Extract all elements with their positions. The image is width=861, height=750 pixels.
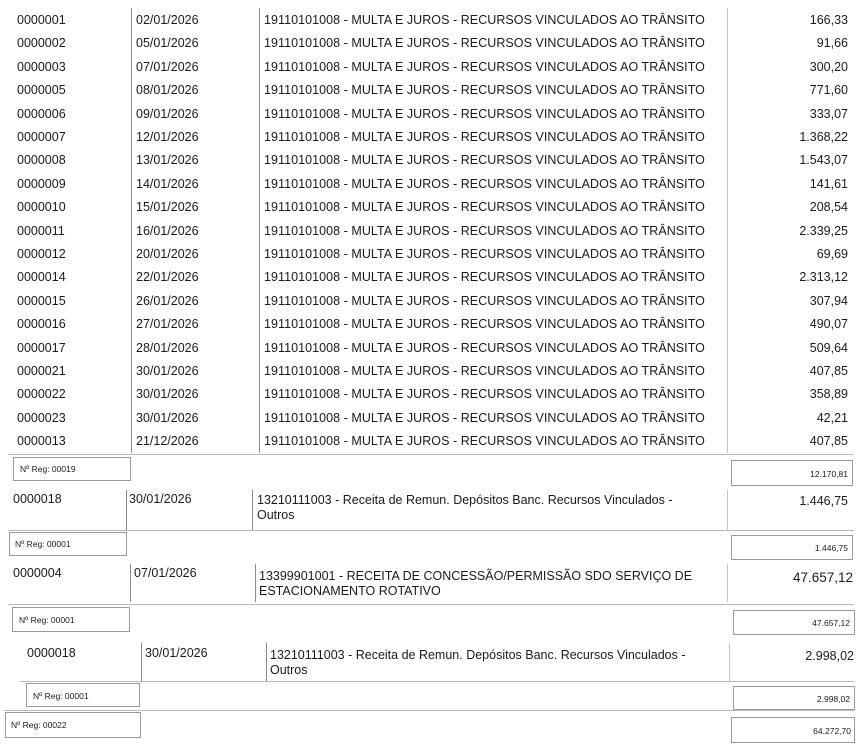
- reg-count-box: [12, 607, 130, 632]
- entry-description: 19110101008 - MULTA E JUROS - RECURSOS VINCULADOS AO TRÂNSITO: [264, 247, 705, 261]
- entry-value: 307,94: [809, 293, 848, 308]
- entry-row: [0, 645, 861, 681]
- entry-date: 05/01/2026: [136, 36, 199, 51]
- table-row: [0, 173, 861, 196]
- entry-row: [0, 490, 861, 530]
- row-divider: [4, 710, 854, 711]
- entry-value: 358,89: [809, 387, 848, 402]
- column-divider: [126, 490, 127, 530]
- table-row: [0, 383, 861, 406]
- table-row: [0, 149, 861, 172]
- entry-number: 0000016: [17, 317, 66, 332]
- table-row: [0, 126, 861, 149]
- entry-value: 47.657,12: [792, 570, 853, 585]
- entry-number: 0000013: [17, 434, 66, 449]
- subtotal-box: [731, 460, 853, 486]
- entry-number: 0000022: [17, 387, 66, 402]
- entry-date: 08/01/2026: [136, 83, 199, 98]
- row-divider: [8, 454, 854, 455]
- entry-description: 13399901001 - RECEITA DE CONCESSÃO/PERMISSÃO SDO SERVIÇO DE ESTACIONAMENTO ROTATIVO: [259, 569, 693, 598]
- column-divider: [727, 490, 728, 530]
- column-divider: [255, 564, 256, 602]
- entry-date: 14/01/2026: [136, 176, 199, 191]
- table-row: [0, 79, 861, 102]
- entry-value: 166,33: [809, 13, 848, 27]
- row-divider: [8, 530, 854, 531]
- entry-date: 26/01/2026: [136, 293, 199, 308]
- entry-date: 30/01/2026: [136, 410, 199, 425]
- entry-value: 1.368,22: [799, 130, 848, 144]
- entry-number: 0000007: [17, 130, 66, 144]
- table-row: [0, 313, 861, 336]
- entry-date: 07/01/2026: [136, 59, 199, 74]
- entry-value: 333,07: [809, 106, 848, 121]
- entry-number: 0000006: [17, 106, 66, 121]
- entry-description: 19110101008 - MULTA E JUROS - RECURSOS VINCULADOS AO TRÂNSITO: [264, 130, 705, 144]
- subtotal-box: [733, 610, 855, 635]
- table-row: [0, 290, 861, 313]
- entry-value: 42,21: [816, 410, 848, 425]
- entry-date: 16/01/2026: [136, 223, 199, 238]
- entry-date: 13/01/2026: [136, 153, 199, 168]
- reg-count-box: [26, 683, 140, 707]
- subtotal-value: 1.446,75: [814, 543, 848, 553]
- entry-description: 19110101008 - MULTA E JUROS - RECURSOS VINCULADOS AO TRÂNSITO: [264, 340, 705, 355]
- entry-description: 19110101008 - MULTA E JUROS - RECURSOS VINCULADOS AO TRÂNSITO: [264, 270, 705, 285]
- entry-number: 0000014: [17, 270, 66, 285]
- entry-description: 13210111003 - Receita de Remun. Depósitos Banc. Recursos Vinculados - Outros: [257, 493, 673, 522]
- entry-date: 28/01/2026: [136, 340, 199, 355]
- entry-number: 0000005: [17, 83, 66, 98]
- table-row: [0, 32, 861, 55]
- table-row: [0, 266, 861, 289]
- reg-count-box: [13, 457, 131, 481]
- entry-date: 09/01/2026: [136, 106, 199, 121]
- entry-description: 19110101008 - MULTA E JUROS - RECURSOS VINCULADOS AO TRÂNSITO: [264, 59, 705, 74]
- subtotal-value: 47.657,12: [812, 618, 850, 628]
- reg-count-label: Nº Reg: 00019: [20, 464, 76, 474]
- entry-description: 19110101008 - MULTA E JUROS - RECURSOS VINCULADOS AO TRÂNSITO: [264, 13, 705, 27]
- table-row: [0, 220, 861, 243]
- subtotal-value: 2.998,02: [816, 694, 850, 704]
- entry-date: 21/12/2026: [136, 434, 199, 449]
- column-divider: [130, 564, 131, 602]
- entry-date: 20/01/2026: [136, 247, 199, 261]
- column-divider: [727, 564, 728, 602]
- entry-value: 490,07: [809, 317, 848, 332]
- table-row: [0, 9, 861, 32]
- entry-number: 0000003: [17, 59, 66, 74]
- entry-value: 2.998,02: [805, 649, 854, 663]
- total-reg-box: [5, 712, 141, 738]
- entry-value: 91,66: [816, 36, 848, 51]
- reg-count-label: Nº Reg: 00001: [19, 615, 75, 625]
- entry-description: 19110101008 - MULTA E JUROS - RECURSOS VINCULADOS AO TRÂNSITO: [264, 434, 705, 449]
- entry-description: 19110101008 - MULTA E JUROS - RECURSOS VINCULADOS AO TRÂNSITO: [264, 106, 705, 121]
- subtotal-box: [731, 535, 853, 560]
- table-row: [0, 360, 861, 383]
- entry-description: 19110101008 - MULTA E JUROS - RECURSOS VINCULADOS AO TRÂNSITO: [264, 200, 705, 215]
- entry-value: 771,60: [809, 83, 848, 98]
- entry-number: 0000009: [17, 176, 66, 191]
- entry-description: 19110101008 - MULTA E JUROS - RECURSOS VINCULADOS AO TRÂNSITO: [264, 387, 705, 402]
- entry-description: 13210111003 - Receita de Remun. Depósitos Banc. Recursos Vinculados - Outros: [270, 648, 686, 677]
- entry-date: 30/01/2026: [136, 387, 199, 402]
- table-row: [0, 407, 861, 430]
- column-divider: [141, 643, 142, 681]
- entry-number: 0000001: [17, 13, 66, 27]
- entry-description: 19110101008 - MULTA E JUROS - RECURSOS VINCULADOS AO TRÂNSITO: [264, 153, 705, 168]
- entry-value: 1.446,75: [799, 494, 848, 508]
- entry-date: 30/01/2026: [129, 492, 192, 506]
- grand-total-box: [731, 717, 855, 743]
- table-row: [0, 103, 861, 126]
- entry-description: 19110101008 - MULTA E JUROS - RECURSOS VINCULADOS AO TRÂNSITO: [264, 83, 705, 98]
- entry-number: 0000002: [17, 36, 66, 51]
- entry-value: 300,20: [809, 59, 848, 74]
- total-reg-label: Nº Reg: 00022: [11, 720, 67, 730]
- entry-description: 19110101008 - MULTA E JUROS - RECURSOS VINCULADOS AO TRÂNSITO: [264, 410, 705, 425]
- entry-number: 0000012: [17, 247, 66, 261]
- entry-number: 0000018: [13, 492, 62, 506]
- entry-value: 1.543,07: [799, 153, 848, 168]
- entry-number: 0000004: [13, 566, 62, 580]
- entry-description: 19110101008 - MULTA E JUROS - RECURSOS VINCULADOS AO TRÂNSITO: [264, 36, 705, 51]
- entry-number: 0000010: [17, 200, 66, 215]
- entry-number: 0000023: [17, 410, 66, 425]
- entry-date: 15/01/2026: [136, 200, 199, 215]
- entry-value: 407,85: [809, 364, 848, 378]
- entry-date: 07/01/2026: [134, 566, 197, 580]
- entry-value: 208,54: [809, 200, 848, 215]
- entry-date: 22/01/2026: [136, 270, 199, 285]
- column-divider: [729, 643, 730, 681]
- entry-description: 19110101008 - MULTA E JUROS - RECURSOS VINCULADOS AO TRÂNSITO: [264, 317, 705, 332]
- entry-value: 69,69: [816, 247, 848, 261]
- row-divider: [20, 681, 854, 682]
- entry-number: 0000015: [17, 293, 66, 308]
- entry-number: 0000011: [17, 223, 65, 238]
- reg-count-box: [9, 532, 127, 556]
- entry-description: 19110101008 - MULTA E JUROS - RECURSOS VINCULADOS AO TRÂNSITO: [264, 364, 705, 378]
- entry-date: 27/01/2026: [136, 317, 199, 332]
- table-row: [0, 56, 861, 79]
- entry-value: 2.313,12: [799, 270, 848, 285]
- entry-number: 0000021: [17, 364, 66, 378]
- entry-number: 0000018: [27, 646, 76, 660]
- entry-description: 19110101008 - MULTA E JUROS - RECURSOS VINCULADOS AO TRÂNSITO: [264, 176, 705, 191]
- table-row: [0, 243, 861, 266]
- entry-number: 0000017: [17, 340, 66, 355]
- reg-count-label: Nº Reg: 00001: [33, 691, 89, 701]
- entry-value: 2.339,25: [799, 223, 848, 238]
- table-row: [0, 337, 861, 360]
- row-divider: [8, 604, 854, 605]
- column-divider: [252, 490, 253, 530]
- entry-value: 407,85: [809, 434, 848, 449]
- subtotal-box: [733, 686, 855, 710]
- entry-date: 02/01/2026: [136, 13, 199, 27]
- entry-date: 30/01/2026: [136, 364, 199, 378]
- entry-value: 509,64: [809, 340, 848, 355]
- grand-total-value: 64.272,70: [813, 726, 851, 736]
- table-row: [0, 196, 861, 219]
- entry-number: 0000008: [17, 153, 66, 168]
- reg-count-label: Nº Reg: 00001: [15, 539, 71, 549]
- entry-date: 30/01/2026: [145, 646, 208, 660]
- entry-date: 12/01/2026: [136, 130, 199, 144]
- subtotal-value: 12.170,81: [810, 469, 848, 479]
- entry-description: 19110101008 - MULTA E JUROS - RECURSOS VINCULADOS AO TRÂNSITO: [264, 293, 705, 308]
- column-divider: [266, 643, 267, 681]
- entry-value: 141,61: [809, 176, 848, 191]
- entry-description: 19110101008 - MULTA E JUROS - RECURSOS VINCULADOS AO TRÂNSITO: [264, 223, 705, 238]
- table-row: [0, 430, 861, 453]
